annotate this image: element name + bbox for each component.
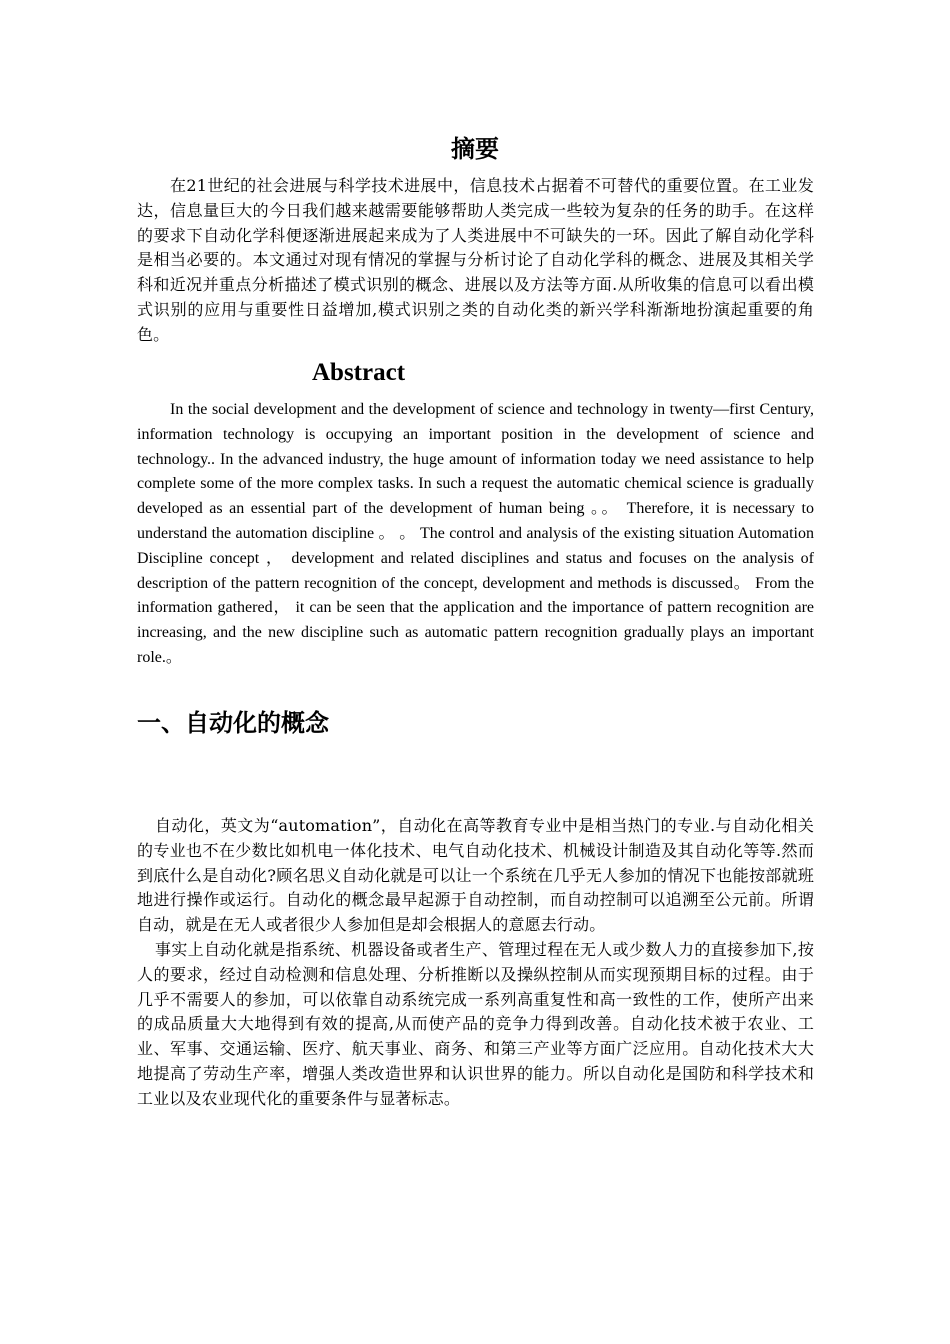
section-1-paragraph-1: 自动化，英文为“automation”，自动化在高等教育专业中是相当热门的专业.与自动化相关的专业也不在少数比如机电一体化技术、电气自动化技术、机械设计制造及其自动化等等.然而到底什么是自动化?顾名思义自动化就是可以让一个系统在几乎无人参加的情况下也能按部就班地进行操作或运行。自动化的概念最早起源于自动控制，而自动控制可以追溯至公元前。所谓自动，就是在无人或者很少人参加但是却会根据人的意愿去行动。 — [137, 816, 814, 935]
abstract-en-body: In the social development and the development of science and technology in twenty—first Century, information technology is occupying an important position in the development of science and technology.. In the advanced industry, the huge amount of information today we need assistance to help complete some of the more complex tasks. In such a request the automatic chemical science is gradually developed as an essential part of the development of human being 。。 Therefore, it is necessary to understand the automation discipline 。 。 The control and analysis of the existing situation Automation Discipline concept ， development and related disciplines and status and focuses on the analysis of description of the pattern recognition of the concept, development and methods is discussed。 From the information gathered， it can be seen that the application and the importance of pattern recognition are increasing, and the new discipline such as automatic pattern recognition gradually plays an important role.。 — [137, 401, 814, 666]
section-1-paragraph-2: 事实上自动化就是指系统、机器设备或者生产、管理过程在无人或少数人力的直接参加下,按人的要求，经过自动检测和信息处理、分析推断以及操纵控制从而实现预期目标的过程。由于几乎不需要人的参加，可以依靠自动系统完成一系列高重复性和高一致性的工作，使所产出来的成品质量大大地得到有效的提高,从而使产品的竞争力得到改善。自动化技术被于农业、工业、军事、交通运输、医疗、航天事业、商务、和第三产业等方面广泛应用。自动化技术大大地提高了劳动生产率，增强人类改造世界和认识世界的能力。所以自动化是国防和科学技术和工业以及农业现代化的重要条件与显著标志。 — [137, 940, 814, 1108]
abstract-en-title: Abstract — [312, 359, 406, 386]
abstract-cn-body: 在21世纪的社会进展与科学技术进展中，信息技术占据着不可替代的重要位置。在工业发达，信息量巨大的今日我们越来越需要能够帮助人类完成一些较为复杂的任务的助手。在这样的要求下自动化学科便逐渐进展起来成为了人类进展中不可缺失的一环。因此了解自动化学科是相当必要的。本文通过对现有情况的掌握与分析讨论了自动化学科的概念、进展及其相关学科和近况并重点分析描述了模式识别的概念、进展以及方法等方面.从所收集的信息可以看出模式识别的应用与重要性日益增加,模式识别之类的自动化类的新兴学科渐渐地扮演起重要的角色。 — [137, 176, 814, 344]
abstract-cn-title: 摘要 — [451, 135, 499, 163]
section-1-heading: 一、自动化的概念 — [137, 709, 329, 737]
